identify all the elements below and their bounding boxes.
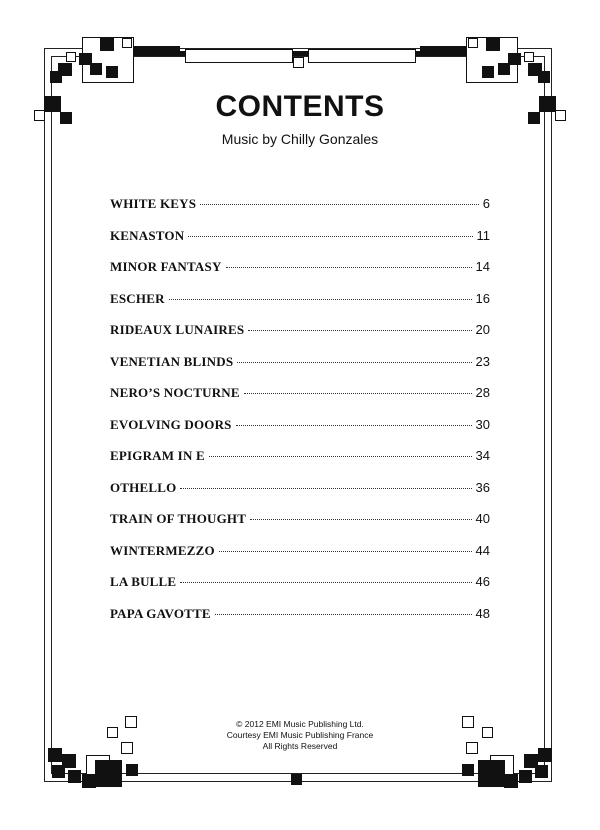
toc-entry-page: 48 <box>475 605 490 621</box>
toc-entry[interactable] <box>110 417 490 449</box>
toc-dot-leader <box>250 519 471 520</box>
toc-dot-leader <box>226 267 472 268</box>
toc-entry[interactable] <box>110 448 490 480</box>
toc-entry-page: 16 <box>475 290 490 306</box>
toc-entry-page: 44 <box>475 542 490 558</box>
toc-entry-title: ESCHER <box>110 290 165 306</box>
toc-entry[interactable] <box>110 511 490 543</box>
toc-entry[interactable] <box>110 480 490 512</box>
toc-entry-title: EPIGRAM IN E <box>110 448 205 463</box>
toc-entry[interactable] <box>110 385 490 417</box>
toc-entry-page: 46 <box>475 574 490 589</box>
toc-entry-page: 11 <box>476 227 490 243</box>
toc-entry-title: WINTERMEZZO <box>110 542 215 558</box>
toc-entry-title: MINOR FANTASY <box>110 259 222 274</box>
toc-entry[interactable] <box>110 228 490 260</box>
copyright-line-1: © 2012 EMI Music Publishing Ltd. <box>236 719 364 729</box>
copyright-footer <box>0 719 600 752</box>
copyright-line-2: Courtesy EMI Music Publishing France <box>226 730 374 740</box>
page-subtitle: Music by Chilly Gonzales <box>221 131 379 147</box>
toc-entry-title: EVOLVING DOORS <box>110 416 232 432</box>
top-ornament-open-right <box>308 49 416 63</box>
toc-dot-leader <box>237 362 471 363</box>
toc-dot-leader <box>215 614 472 615</box>
toc-entry[interactable] <box>110 322 490 354</box>
toc-entry-title: NERO’S NOCTURNE <box>110 385 240 400</box>
toc-entry[interactable] <box>110 606 490 638</box>
toc-entry-page: 28 <box>475 385 490 400</box>
toc-entry[interactable] <box>110 196 490 228</box>
toc-entry[interactable] <box>110 543 490 575</box>
toc-dot-leader <box>236 425 472 426</box>
toc-entry-title: KENASTON <box>110 227 185 243</box>
toc-entry[interactable] <box>110 291 490 323</box>
toc-dot-leader <box>219 551 472 552</box>
toc-entry-page: 30 <box>475 416 490 432</box>
toc-dot-leader <box>248 330 471 331</box>
bottom-center-square <box>291 774 302 785</box>
toc-dot-leader <box>209 456 472 457</box>
top-ornament-open-left <box>185 49 293 63</box>
toc-entry-title: VENETIAN BLINDS <box>110 353 234 369</box>
toc-entry-title: RIDEAUX LUNAIRES <box>110 322 245 337</box>
toc-dot-leader <box>180 582 471 583</box>
toc-entry[interactable] <box>110 259 490 291</box>
toc-dot-leader <box>169 299 472 300</box>
toc-entry-page: 6 <box>482 196 490 211</box>
toc-dot-leader <box>244 393 472 394</box>
toc-entry-title: WHITE KEYS <box>110 196 197 211</box>
top-ornament-center-square <box>293 57 304 68</box>
toc-entry-page: 36 <box>475 479 490 495</box>
page-title: CONTENTS <box>215 90 385 123</box>
toc-dot-leader <box>188 236 472 237</box>
toc-entry[interactable] <box>110 354 490 386</box>
toc-entry-title: PAPA GAVOTTE <box>110 605 211 621</box>
toc-entry-page: 40 <box>475 511 490 526</box>
toc-entry-title: OTHELLO <box>110 479 177 495</box>
toc-entry-title: LA BULLE <box>110 574 177 589</box>
toc-entry-title: TRAIN OF THOUGHT <box>110 511 247 526</box>
toc-entry-page: 14 <box>475 259 490 274</box>
toc-entry-page: 23 <box>475 353 490 369</box>
toc-dot-leader <box>200 204 479 205</box>
toc-dot-leader <box>180 488 471 489</box>
toc-entry-page: 20 <box>475 322 490 337</box>
toc-entry-page: 34 <box>475 448 490 463</box>
toc-entry[interactable] <box>110 574 490 606</box>
table-of-contents <box>110 196 490 637</box>
copyright-line-3: All Rights Reserved <box>262 741 338 751</box>
